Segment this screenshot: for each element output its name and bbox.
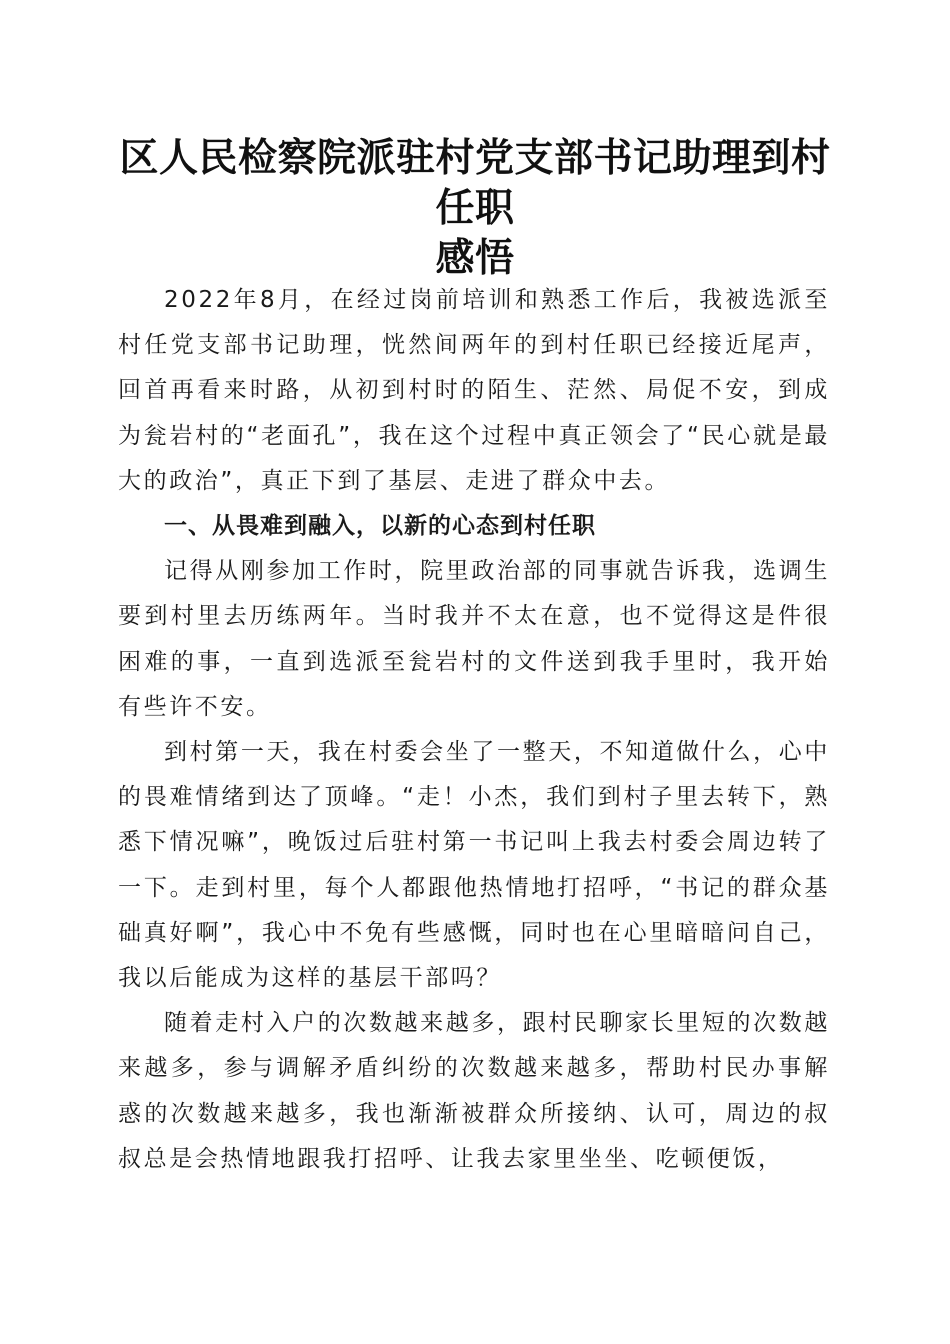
paragraph-4: 随着走村入户的次数越来越多，跟村民聊家长里短的次数越来越多，参与调解矛盾纠纷的次数越来越多，帮助村民办事解惑的次数越来越多，我也渐渐被群众所接纳、认可，周边的叔叔总是会热情地跟我打招呼、让我去家里坐坐、吃顿便饭， xyxy=(118,1010,830,1172)
section-heading-1: 一、从畏难到融入，以新的心态到村任职 xyxy=(164,513,596,540)
paragraph-2: 记得从刚参加工作时，院里政治部的同事就告诉我，选调生要到村里去历练两年。当时我并不太在意，也不觉得这是件很困难的事，一直到选派至瓮岩村的文件送到我手里时，我开始有些许不安。 xyxy=(118,558,830,720)
paragraph-3: 到村第一天，我在村委会坐了一整天，不知道做什么，心中的畏难情绪到达了顶峰。“走！小杰，我们到村子里去转下，熟悉下情况嘛”，晚饭过后驻村第一书记叫上我去村委会周边转了一下。走到村里，每个人都跟他热情地打招呼，“书记的群众基础真好啊”，我心中不免有些感慨，同时也在心里暗暗问自己，我以后能成为这样的基层干部吗？ xyxy=(118,739,830,992)
title-line-1: 区人民检察院派驻村党支部书记助理到村任职 xyxy=(119,135,831,231)
title-line-2: 感悟 xyxy=(435,235,515,281)
paragraph-intro: 2022年8月，在经过岗前培训和熟悉工作后，我被选派至村任党支部书记助理，恍然间两年的到村任职已经接近尾声，回首再看来时路，从初到村时的陌生、茫然、局促不安，到成为瓮岩村的“老面孔”，我在这个过程中真正领会了“民心就是最大的政治”，真正下到了基层、走进了群众中去。 xyxy=(118,287,830,494)
document-title xyxy=(100,133,850,283)
document-body xyxy=(118,278,830,1182)
